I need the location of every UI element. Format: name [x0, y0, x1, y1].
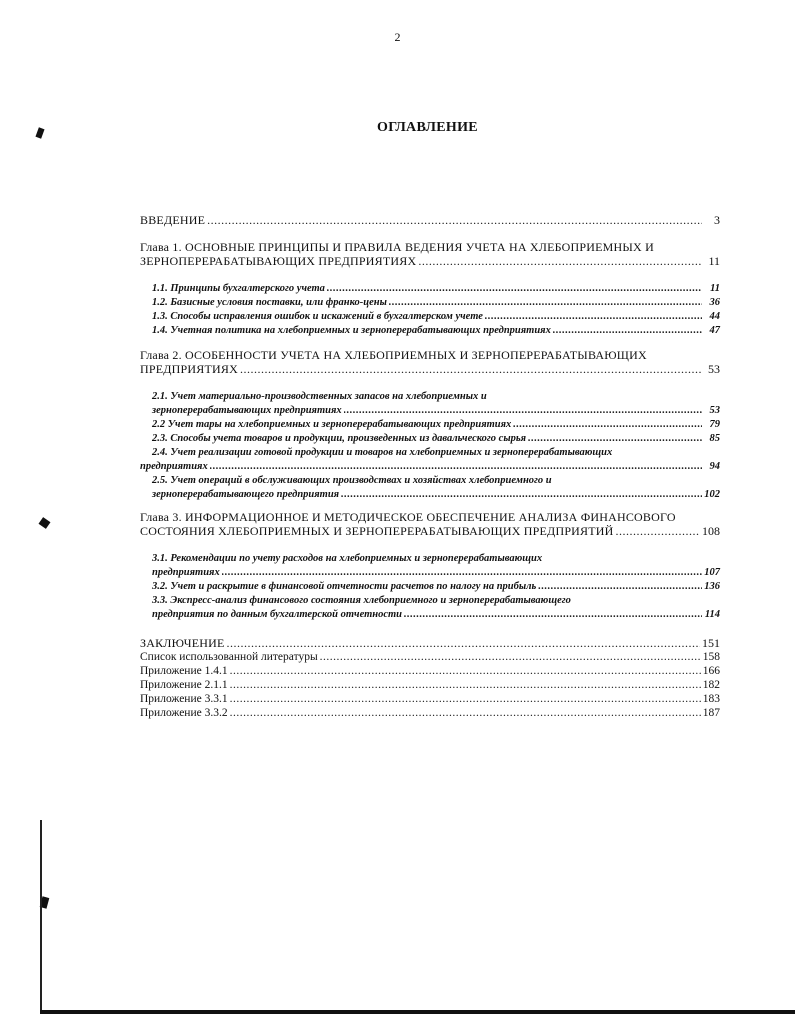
leader-dots: [240, 362, 702, 376]
toc-entry-label: 1.3. Способы исправления ошибок и искажений в бухгалтерском учете: [152, 311, 483, 322]
toc-entry-page: 158: [702, 651, 720, 663]
toc-entry-page: 94: [709, 461, 720, 472]
toc-entry-label: 1.4. Учетная политика на хлебоприемных и зерноперерабатывающих предприятиях: [152, 325, 551, 336]
toc-entry-page: 11: [708, 254, 720, 268]
toc-entry-page: 11: [710, 283, 720, 294]
toc-entry-page: 3: [714, 213, 720, 227]
toc-entry-page: 108: [702, 524, 720, 538]
toc-entry-label-line2: ПРЕДПРИЯТИЯХ: [140, 362, 238, 376]
leader-dots: [207, 213, 702, 227]
toc-entry-chapter-2[interactable]: [140, 348, 720, 376]
toc-entry-chapter-3[interactable]: [140, 510, 720, 538]
leader-dots: [210, 460, 702, 474]
toc-entry-label-line1: 2.5. Учет операций в обслуживающих производствах и хозяйствах хлебоприемного и: [152, 475, 552, 486]
leader-dots: [230, 692, 701, 706]
toc-entry-label: 1.1. Принципы бухгалтерского учета: [152, 283, 325, 294]
toc-entry-label-line1: 3.1. Рекомендации по учету расходов на хлебоприемных и зерноперерабатывающих: [152, 553, 543, 564]
toc-entry-label-line2: предприятиях: [140, 461, 208, 472]
toc-entry-page: 53: [709, 405, 720, 416]
leader-dots: [344, 404, 702, 418]
toc-entry-section-2-5[interactable]: [140, 474, 720, 502]
toc-entry-page: 114: [704, 609, 720, 620]
toc-entry-appendix-2-1-1[interactable]: [140, 678, 720, 692]
leader-dots: [616, 524, 700, 538]
leader-dots: [320, 650, 701, 664]
toc-entry-section-1-4[interactable]: [140, 324, 720, 338]
toc-entry-section-1-2[interactable]: [140, 296, 720, 310]
page-title: ОГЛАВЛЕНИЕ: [377, 120, 478, 135]
toc-entry-page: 107: [704, 567, 720, 578]
toc-entry-label-line2: предприятия по данным бухгалтерской отчетности: [152, 609, 403, 620]
toc-entry-page: 183: [702, 693, 720, 705]
toc-entry-label: Приложение 3.3.1: [140, 693, 228, 705]
toc-entry-appendix-3-3-1[interactable]: [140, 692, 720, 706]
leader-dots: [513, 418, 702, 432]
toc-entry-page: 182: [702, 679, 720, 691]
leader-dots: [553, 324, 702, 338]
toc-entry-section-3-3[interactable]: [140, 594, 720, 622]
toc-entry-label: Приложение 2.1.1: [140, 679, 228, 691]
toc-entry-label: Приложение 3.3.2: [140, 707, 228, 719]
toc-entry-bibliography[interactable]: [140, 650, 720, 664]
toc-entry-page: 136: [704, 581, 720, 592]
toc-entry-label-line2: предприятиях: [152, 567, 220, 578]
toc-entry-page: 151: [702, 636, 720, 650]
toc-entry-page: 85: [709, 433, 720, 444]
leader-dots: [227, 636, 701, 650]
toc-entry-label: 2.3. Способы учета товаров и продукции, произведенных из давальческого сырья: [152, 433, 527, 444]
toc-entry-section-2-3[interactable]: [140, 432, 720, 446]
toc-entry-section-3-2[interactable]: [140, 580, 720, 594]
leader-dots: [418, 254, 702, 268]
leader-dots: [404, 608, 702, 622]
toc-entry-conclusion[interactable]: [140, 636, 720, 650]
toc-entry-page: 79: [709, 419, 720, 430]
toc-entry-page: 53: [708, 362, 720, 376]
table-of-contents: [140, 213, 720, 720]
toc-entry-label: ЗАКЛЮЧЕНИЕ: [140, 636, 225, 650]
toc-entry-chapter-1[interactable]: [140, 240, 720, 268]
scan-edge-bottom: [40, 1010, 795, 1014]
toc-entry-section-1-3[interactable]: [140, 310, 720, 324]
toc-entry-label-line1: Глава 2. ОСОБЕННОСТИ УЧЕТА НА ХЛЕБОПРИЕМНЫХ И ЗЕРНОПЕРЕРАБАТЫВАЮЩИХ: [140, 348, 647, 362]
toc-entry-introduction[interactable]: [140, 213, 720, 227]
scan-edge-left: [40, 820, 42, 1010]
toc-entry-page: 166: [702, 665, 720, 677]
toc-entry-label-line1: Глава 1. ОСНОВНЫЕ ПРИНЦИПЫ И ПРАВИЛА ВЕДЕНИЯ УЧЕТА НА ХЛЕБОПРИЕМНЫХ И: [140, 240, 654, 254]
toc-entry-page: 102: [704, 489, 720, 500]
toc-entry-section-2-4[interactable]: [140, 446, 720, 474]
leader-dots: [528, 432, 702, 446]
leader-dots: [389, 296, 702, 310]
toc-entry-label-line1: 2.4. Учет реализации готовой продукции и товаров на хлебоприемных и зерноперерабатывающих: [152, 447, 613, 458]
toc-entry-label: Приложение 1.4.1: [140, 665, 228, 677]
toc-entry-section-2-1[interactable]: [140, 390, 720, 418]
toc-entry-page: 36: [709, 297, 720, 308]
leader-dots: [327, 282, 702, 296]
toc-entry-label-line1: 3.3. Экспресс-анализ финансового состояния хлебоприемного и зерноперерабатывающего: [152, 595, 571, 606]
leader-dots: [230, 678, 701, 692]
toc-entry-label-line2: СОСТОЯНИЯ ХЛЕБОПРИЕМНЫХ И ЗЕРНОПЕРЕРАБАТЫВАЮЩИХ ПРЕДПРИЯТИЙ: [140, 524, 614, 538]
toc-entry-label-line2: ЗЕРНОПЕРЕРАБАТЫВАЮЩИХ ПРЕДПРИЯТИЯХ: [140, 254, 417, 268]
toc-entry-label-line1: 2.1. Учет материально-производственных запасов на хлебоприемных и: [152, 391, 487, 402]
toc-entry-label-line2: зерноперерабатывающего предприятия: [152, 489, 340, 500]
toc-entry-appendix-3-3-2[interactable]: [140, 706, 720, 720]
toc-entry-label: 3.2. Учет и раскрытие в финансовой отчетности расчетов по налогу на прибыль: [152, 581, 537, 592]
scan-mark: [39, 517, 51, 529]
toc-entry-label: 1.2. Базисные условия поставки, или франко-цены: [152, 297, 387, 308]
toc-entry-appendix-1-4-1[interactable]: [140, 664, 720, 678]
toc-entry-page: 187: [702, 707, 720, 719]
leader-dots: [230, 706, 701, 720]
toc-entry-section-2-2[interactable]: [140, 418, 720, 432]
toc-entry-section-3-1[interactable]: [140, 552, 720, 580]
toc-entry-label: ВВЕДЕНИЕ: [140, 213, 206, 227]
leader-dots: [341, 488, 702, 502]
toc-entry-page: 44: [709, 311, 720, 322]
toc-entry-label-line2: зерноперерабатывающих предприятиях: [152, 405, 342, 416]
toc-entry-label: Список использованной литературы: [140, 651, 318, 663]
toc-entry-label-line1: Глава 3. ИНФОРМАЦИОННОЕ И МЕТОДИЧЕСКОЕ ОБЕСПЕЧЕНИЕ АНАЛИЗА ФИНАНСОВОГО: [140, 510, 676, 524]
page-number: 2: [394, 30, 401, 44]
leader-dots: [485, 310, 702, 324]
leader-dots: [538, 580, 702, 594]
toc-entry-label: 2.2 Учет тары на хлебоприемных и зерноперерабатывающих предприятиях: [152, 419, 512, 430]
leader-dots: [222, 566, 702, 580]
toc-entry-section-1-1[interactable]: [140, 282, 720, 296]
leader-dots: [230, 664, 701, 678]
toc-entry-page: 47: [709, 325, 720, 336]
